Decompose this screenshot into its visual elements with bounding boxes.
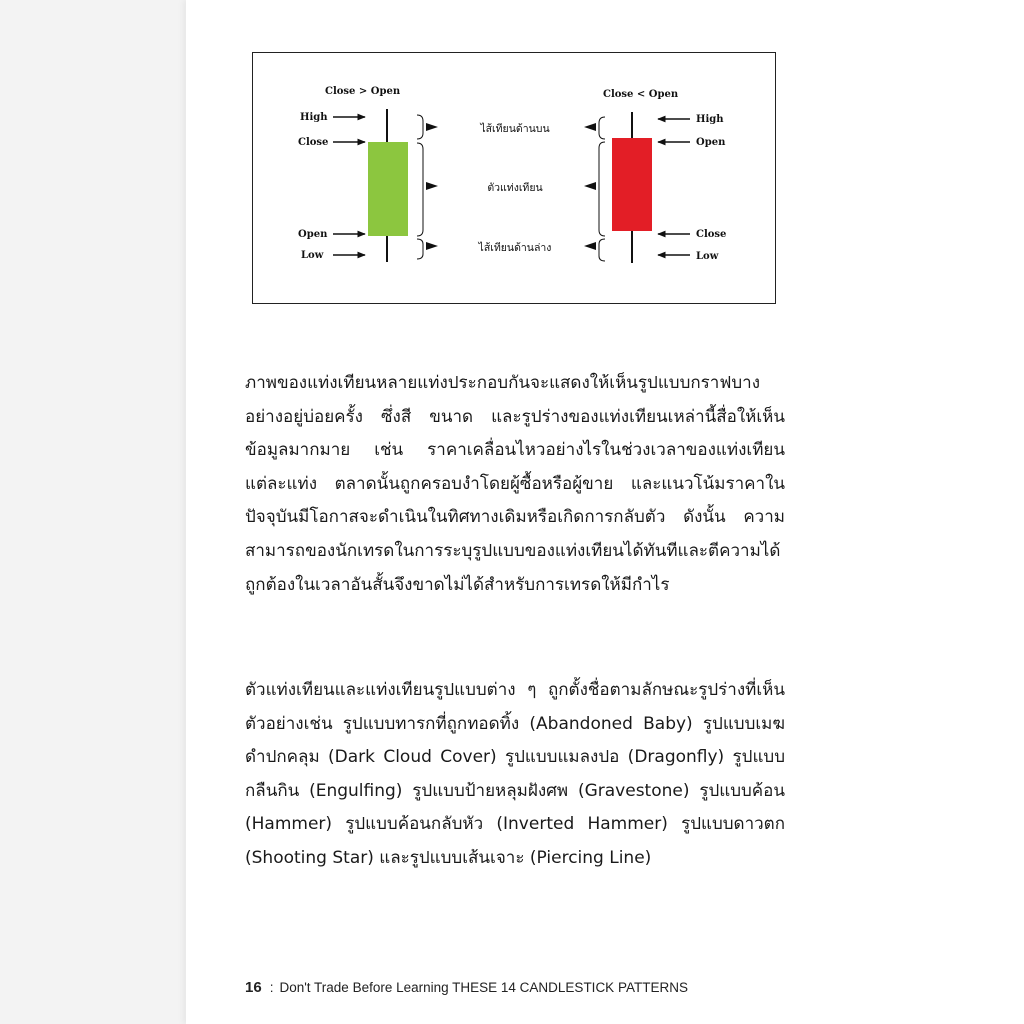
page-footer [245, 979, 688, 996]
label-lower-shadow: ไส้เทียนด้านล่าง [478, 242, 552, 254]
bracket-lower-left [417, 239, 423, 259]
bracket-lower-right [599, 239, 605, 261]
bullish-label-open: Open [298, 229, 328, 240]
footer-separator: : [269, 980, 274, 995]
pointer-lower-right [584, 242, 596, 250]
bullish-title: Close > Open [325, 86, 401, 97]
bearish-body [612, 138, 652, 231]
pointer-body-right [584, 182, 596, 190]
bearish-label-high: High [696, 114, 724, 125]
bracket-body-right [599, 142, 605, 236]
candlestick-anatomy-diagram [252, 52, 776, 304]
book-title: Don't Trade Before Learning THESE 14 CANDLESTICK PATTERNS [279, 980, 688, 995]
label-upper-shadow: ไส้เทียนด้านบน [480, 123, 550, 135]
bullish-body [368, 142, 408, 236]
bearish-label-close: Close [696, 229, 727, 240]
pointer-upper-left [426, 123, 438, 131]
label-real-body: ตัวแท่งเทียน [487, 182, 543, 194]
bearish-label-low: Low [696, 251, 719, 262]
pointer-upper-right [584, 123, 596, 131]
bullish-label-close: Close [298, 137, 329, 148]
bearish-title: Close < Open [603, 89, 679, 100]
bracket-body-left [417, 143, 423, 236]
bearish-label-open: Open [696, 137, 726, 148]
pointer-body-left [426, 182, 438, 190]
body-paragraph-1: ภาพของแท่งเทียนหลายแท่งประกอบกันจะแสดงให้เห็นรูปแบบกราฟบางอย่างอยู่บ่อยครั้ง ซึ่งสี ขนาด และรูปร่างของแท่งเทียนเหล่านี้สื่อให้เห็นข้อมูลมากมาย เช่น ราคาเคลื่อนไหวอย่างไรในช่วงเวลาของแท่งเทียนแต่ละแท่ง ตลาดนั้นถูกครอบงำโดยผู้ซื้อหรือผู้ขาย และแนวโน้มราคาในปัจจุบันมีโอกาสจะดำเนินในทิศทางเดิมหรือเกิดการกลับตัว ดังนั้น ความสามารถของนักเทรดในการระบุรูปแบบของแท่งเทียนได้ทันทีและตีความได้ถูกต้องในเวลาอันสั้นจึงขาดไม่ได้สำหรับการเทรดให้มีกำไร [245, 373, 785, 595]
body-paragraph-2: ตัวแท่งเทียนและแท่งเทียนรูปแบบต่าง ๆ ถูกตั้งชื่อตามลักษณะรูปร่างที่เห็น ตัวอย่างเช่น รูปแบบทารกที่ถูกทอดทิ้ง (Abandoned Baby) รูปแบบเมฆดำปกคลุม (Dark Cloud Cover) รูปแบบแมลงปอ (Dragonfly) รูปแบบกลืนกิน (Engulfing) รูปแบบป้ายหลุมฝังศพ (Gravestone) รูปแบบค้อน (Hammer) รูปแบบค้อนกลับหัว (Inverted Hammer) รูปแบบดาวตก (Shooting Star) และรูปแบบเส้นเจาะ (Piercing Line) [245, 680, 785, 868]
bracket-upper-right [599, 117, 605, 139]
bullish-label-low: Low [301, 250, 324, 261]
pointer-lower-left [426, 242, 438, 250]
bullish-label-high: High [300, 112, 328, 123]
bracket-upper-left [417, 115, 423, 139]
page-number: 16 [245, 979, 262, 996]
